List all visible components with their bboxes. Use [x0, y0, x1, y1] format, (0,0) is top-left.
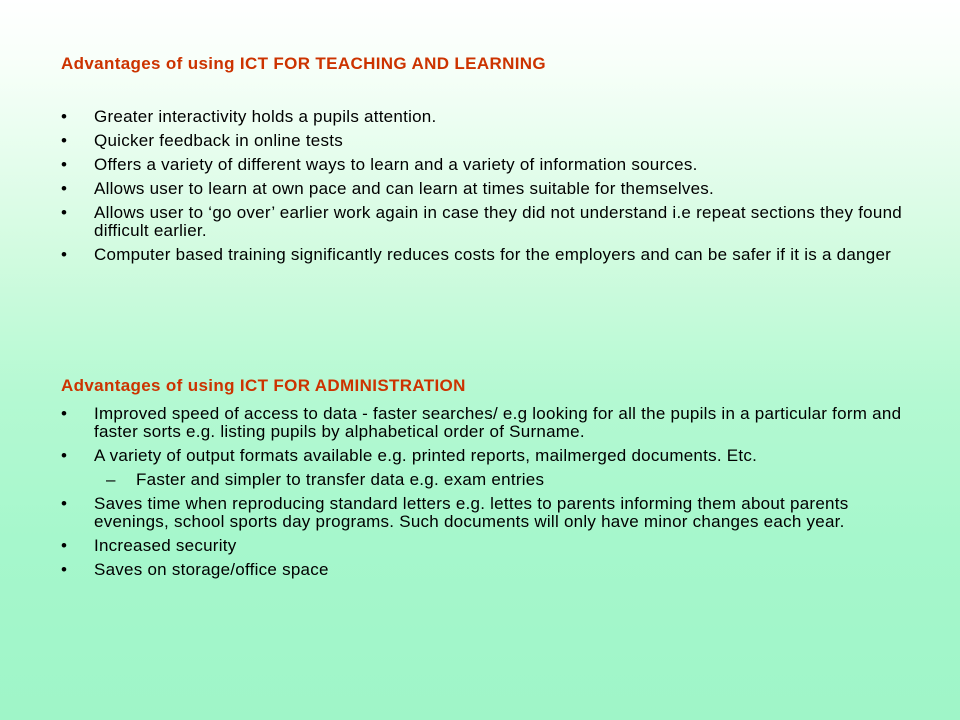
list-item [61, 108, 921, 126]
list-item-text: Saves time when reproducing standard letters e.g. lettes to parents informing them about parents evenings, school sports day programs. Such documents will only have minor changes each year. [94, 494, 849, 531]
bullet-icon: • [61, 155, 68, 174]
list-item [61, 447, 921, 465]
dash-icon: – [106, 470, 116, 489]
list-item-text: Offers a variety of different ways to learn and a variety of information sources. [94, 155, 698, 174]
list-item-text: Allows user to learn at own pace and can learn at times suitable for themselves. [94, 179, 715, 198]
list-item [61, 405, 921, 441]
list-item-text: Saves on storage/office space [94, 560, 329, 579]
list-item [61, 132, 921, 150]
list-item-text: Allows user to ‘go over’ earlier work again in case they did not understand i.e repeat sections they found difficult earlier. [94, 203, 903, 240]
bullet-icon: • [61, 131, 68, 150]
bullet-icon: • [61, 203, 68, 222]
list-item-text: Quicker feedback in online tests [94, 131, 343, 150]
section-heading-administration: Advantages of using ICT FOR ADMINISTRATION [61, 376, 466, 395]
bullet-icon: • [61, 494, 68, 513]
teaching-advantages-list [61, 108, 921, 270]
list-item [61, 561, 921, 579]
bullet-icon: • [61, 107, 68, 126]
list-item-text: Increased security [94, 536, 237, 555]
list-item [61, 246, 921, 264]
list-item [61, 495, 921, 531]
sub-list-item [61, 471, 921, 489]
list-item [61, 537, 921, 555]
bullet-icon: • [61, 245, 68, 264]
list-item-text: Computer based training significantly reduces costs for the employers and can be safer if it is a danger [94, 245, 892, 264]
bullet-icon: • [61, 446, 68, 465]
administration-advantages-list [61, 405, 921, 585]
list-item [61, 156, 921, 174]
section-heading-teaching: Advantages of using ICT FOR TEACHING AND LEARNING [61, 54, 546, 73]
bullet-icon: • [61, 536, 68, 555]
bullet-icon: • [61, 404, 68, 423]
list-item-text: Greater interactivity holds a pupils attention. [94, 107, 437, 126]
list-item [61, 204, 921, 240]
sub-list-item-text: Faster and simpler to transfer data e.g. exam entries [136, 470, 545, 489]
bullet-icon: • [61, 560, 68, 579]
bullet-icon: • [61, 179, 68, 198]
list-item-text: Improved speed of access to data - faster searches/ e.g looking for all the pupils in a particular form and faster sorts e.g. listing pupils by alphabetical order of Surname. [94, 404, 902, 441]
list-item-text: A variety of output formats available e.g. printed reports, mailmerged documents. Etc. [94, 446, 758, 465]
list-item [61, 180, 921, 198]
